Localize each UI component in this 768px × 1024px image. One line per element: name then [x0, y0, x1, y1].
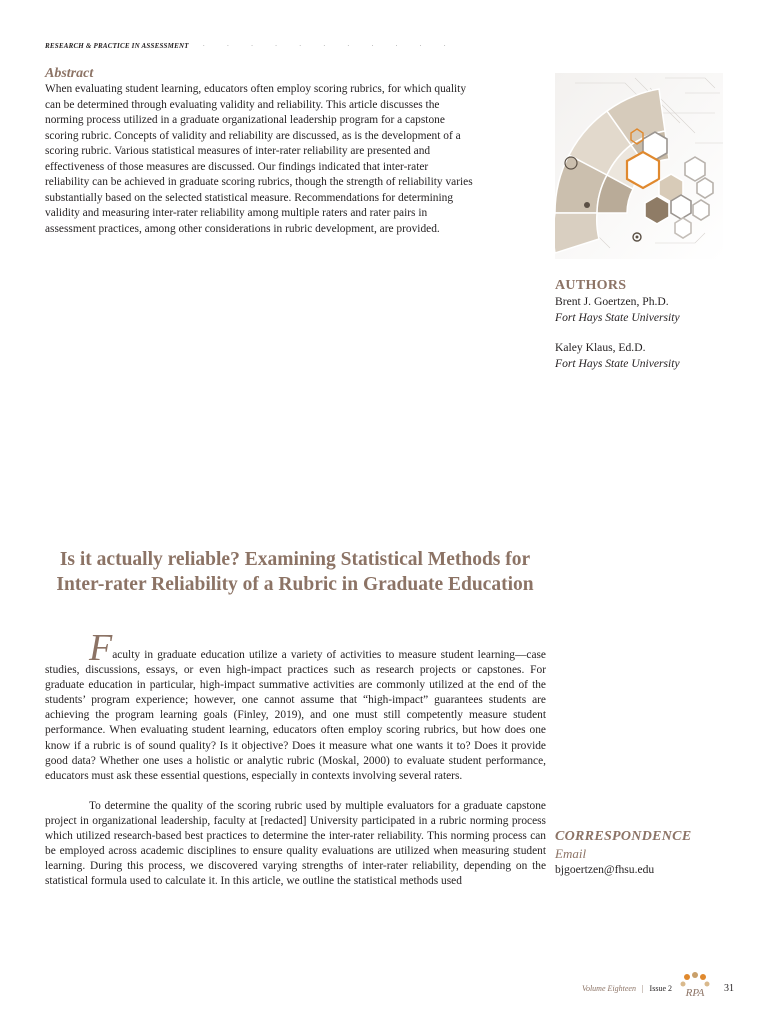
author-affiliation: Fort Hays State University [555, 311, 680, 324]
running-header-dots: · · · · · · · · · · · [202, 42, 456, 50]
body-paragraph: To determine the quality of the scoring rubric used by multiple evaluators for a graduate capstone project in organizational leadership, faculty at [redacted] University participated in a rubric norming process which utilized research-based best practices to determine the inter-rater reliability. This norming process can be employed across academic disciplines to ensure quality evaluations are utilized when measuring student learning. During this process, we discovered varying strengths of inter-rater reliability, depending on the statistical formula used to calculate it. In this article, we outline the statistical methods used [45, 799, 546, 888]
abstract-heading: Abstract [45, 66, 94, 81]
email-label: Email [555, 846, 587, 861]
author-name: Brent J. Goertzen, Ph.D. [555, 295, 669, 308]
rpa-logo-text: RPA [685, 987, 705, 999]
author-entry [555, 294, 755, 326]
body-paragraph [45, 627, 546, 784]
correspondence-section [555, 828, 755, 878]
author-name: Kaley Klaus, Ed.D. [555, 341, 646, 354]
article-title: Is it actually reliable? Examining Statistical Methods for Inter-rater Reliability of a Rubric in Graduate Education [56, 549, 534, 595]
authors-section [555, 278, 755, 386]
running-header-text: RESEARCH & PRACTICE IN ASSESSMENT [45, 42, 189, 50]
author-entry [555, 340, 755, 372]
drop-cap: F [89, 627, 113, 669]
running-header [45, 40, 456, 52]
abstract-body: When evaluating student learning, educators often employ scoring rubrics, for which quality can be determined through evaluating validity and reliability. This article discusses the norming process utilized in a graduate organizational leadership program for a capstone scoring rubric. Concepts of validity and reliability are discussed, as is the development of a scoring rubric. Various statistical measures of inter-rater reliability are presented and effectiveness of those measures are discussed. Our findings indicated that inter-rater reliability can be achieved in graduate scoring rubrics, though the strength of reliability varies substantially based on the selected statistical measure. Recommendations for determining validity and measuring inter-rater reliability among multiple raters and rater pairs in assessment practices, among other considerations in rubric development, are provided. [45, 83, 473, 235]
correspondence-heading: CORRESPONDENCE [555, 829, 692, 844]
article-body [45, 627, 546, 889]
email-address: bjgoertzen@fhsu.edu [555, 863, 655, 876]
hexagon-illustration-graphic [555, 73, 723, 259]
issue-label: Issue 2 [649, 983, 672, 993]
hexagon-illustration [555, 73, 723, 259]
rpa-logo-icon [678, 972, 712, 1004]
footer-separator: | [641, 983, 644, 993]
body-paragraph-text: aculty in graduate education utilize a variety of activities to measure student learning—case studies, discussions, essays, or even high-impact practices such as research projects or capstones. For graduate education in particular, high-impact summative activities are commonly utilized at the end of the students’ program experience; however, one cannot assume that “high-impact” guarantees students are achieving the program learning goals (Finley, 2019), and one must still competently measure student performance. When evaluating student learning, educators often employ scoring rubrics, but how does one know if a rubric is of sound quality? Is it objective? Does it measure what one wants it to? Does it provide good data? Whether one uses a holistic or analytic rubric (Moskal, 2000) to evaluate student performance, educators must ask these essential questions, especially in contexts involving several raters. [45, 649, 546, 782]
authors-heading: AUTHORS [555, 278, 627, 293]
page-footer [582, 972, 734, 1004]
page-number: 31 [724, 982, 734, 994]
author-affiliation: Fort Hays State University [555, 357, 680, 370]
volume-label: Volume Eighteen [581, 983, 636, 993]
abstract-section [45, 66, 473, 237]
